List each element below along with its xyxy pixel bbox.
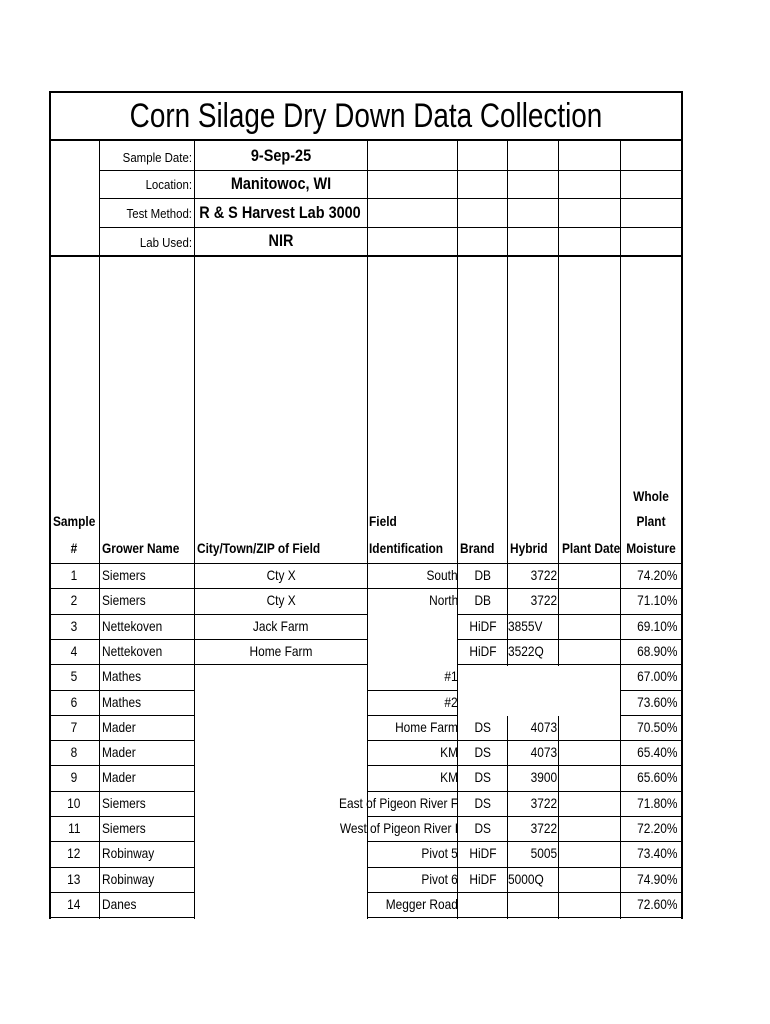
brand-cell: [458, 816, 508, 841]
header-hybrid: Hybrid: [510, 540, 548, 556]
brand-cell: [458, 765, 508, 790]
brand-cell: [458, 867, 508, 892]
hybrid-cell: [508, 715, 557, 740]
whole-plant-moisture: 74.20%: [636, 567, 677, 583]
grower-name: Siemers: [102, 592, 146, 609]
field-identification: KM: [440, 769, 458, 786]
hybrid: 4073: [530, 744, 557, 761]
hybrid-cell: [508, 816, 557, 841]
hybrid: 3900: [530, 769, 557, 786]
brand: DS: [474, 820, 492, 836]
grower-name: Danes: [102, 895, 137, 912]
sample-number-cell: [50, 715, 98, 740]
grower-name-cell: [102, 867, 194, 892]
brand: DB: [474, 592, 492, 609]
header-field-1: Field: [369, 513, 397, 529]
field-identification-cell: [300, 690, 458, 715]
lab-used-label: Lab Used:: [139, 235, 192, 250]
hybrid-cell: [508, 765, 557, 790]
location-value: Manitowoc, WI: [230, 174, 332, 193]
field-identification-cell: [300, 867, 458, 892]
city-town-zip: Jack Farm: [253, 617, 309, 634]
hybrid: 3855V: [508, 617, 543, 634]
header-grower: Grower Name: [102, 540, 180, 556]
sample-number: 10: [67, 794, 81, 811]
grower-name: Mader: [102, 769, 136, 786]
grower-name: Siemers: [102, 820, 146, 836]
whole-plant-moisture: 69.10%: [636, 617, 677, 634]
hybrid: 3722: [530, 820, 557, 836]
hybrid-cell: [508, 892, 557, 917]
city-town-zip: Home Farm: [249, 642, 313, 659]
grower-name-cell: [102, 841, 194, 866]
whole-plant-moisture-cell: [621, 690, 677, 715]
lab-used-value: NIR: [268, 231, 294, 250]
sample-number-cell: [50, 664, 98, 689]
grower-name-cell: [102, 614, 194, 639]
grid-line: [681, 91, 683, 141]
whole-plant-moisture-cell: [621, 715, 677, 740]
brand-cell: [458, 614, 508, 639]
header-brand: Brand: [460, 540, 495, 556]
sample-number: 12: [67, 845, 81, 862]
field-identification-cell: [300, 639, 458, 664]
sample-number: 3: [70, 617, 78, 634]
sample-number: 2: [70, 592, 78, 609]
sample-number: 11: [67, 820, 81, 836]
grower-name-cell: [102, 563, 194, 588]
grower-name: Mader: [102, 718, 136, 735]
field-identification: Home Farm: [395, 718, 458, 735]
header-sample: Sample: [53, 513, 96, 529]
brand: DS: [474, 794, 492, 811]
grid-line: [99, 141, 100, 256]
field-identification-cell: [300, 715, 458, 740]
whole-plant-moisture-cell: [621, 867, 677, 892]
brand-cell: [458, 588, 508, 613]
sample-number-cell: [50, 740, 98, 765]
hybrid-cell: [508, 588, 557, 613]
sample-number-cell: [50, 791, 98, 816]
sample-number-cell: [50, 588, 98, 613]
grower-name: Siemers: [102, 567, 146, 583]
grid-line: [457, 141, 458, 256]
sample-number: 4: [70, 642, 78, 659]
brand-cell: [458, 639, 508, 664]
whole-plant-moisture: 70.50%: [636, 718, 677, 735]
brand: DS: [474, 718, 492, 735]
hybrid: 3522Q: [508, 642, 544, 659]
hybrid: 5000Q: [508, 870, 544, 887]
field-identification-cell: [300, 765, 458, 790]
brand-cell: [458, 664, 508, 689]
field-identification: #1: [444, 668, 458, 685]
grower-name: Mathes: [102, 668, 142, 685]
field-identification-cell: [300, 740, 458, 765]
grower-name: Nettekoven: [102, 617, 163, 634]
whole-plant-moisture-cell: [621, 740, 677, 765]
hybrid-cell: [508, 690, 557, 715]
field-identification: North: [428, 592, 458, 609]
hybrid-cell: [508, 563, 557, 588]
brand: HiDF: [469, 642, 497, 659]
grower-name: Robinway: [102, 845, 155, 862]
header-sample-hash: #: [70, 540, 78, 556]
grower-name-cell: [102, 588, 194, 613]
whole-plant-moisture-cell: [621, 841, 677, 866]
hybrid-cell: [508, 664, 557, 689]
whole-plant-moisture: 67.00%: [636, 668, 677, 685]
brand-cell: [458, 740, 508, 765]
field-identification-cell: [300, 614, 458, 639]
grower-name-cell: [102, 690, 194, 715]
grower-name: Robinway: [102, 870, 155, 887]
city-town-zip: Cty X: [266, 567, 296, 583]
grower-name-cell: [102, 791, 194, 816]
hybrid-cell: [508, 867, 557, 892]
header-city: City/Town/ZIP of Field: [197, 540, 321, 556]
sample-number: 14: [67, 895, 81, 912]
whole-plant-moisture-cell: [621, 791, 677, 816]
sample-number-cell: [50, 892, 98, 917]
whole-plant-moisture: 68.90%: [636, 642, 677, 659]
field-identification-cell: [300, 841, 458, 866]
grid-line: [367, 141, 368, 256]
grower-name-cell: [102, 639, 194, 664]
whole-plant-moisture: 73.60%: [636, 693, 677, 710]
brand: HiDF: [469, 845, 497, 862]
field-identification: Megger Road: [385, 895, 458, 912]
test-method-label: Test Method:: [126, 206, 192, 221]
grower-name-cell: [102, 892, 194, 917]
sample-number-cell: [50, 765, 98, 790]
header-moisture-1: Whole: [633, 488, 669, 504]
grid-line: [49, 139, 51, 256]
header-field-2: Identification: [369, 540, 444, 556]
brand-cell: [458, 690, 508, 715]
field-identification: South: [426, 567, 458, 583]
header-moisture-3: Moisture: [626, 540, 676, 556]
whole-plant-moisture-cell: [621, 664, 677, 689]
brand: DB: [474, 567, 492, 583]
grid-line: [507, 141, 508, 256]
sample-number: 6: [70, 693, 78, 710]
whole-plant-moisture-cell: [621, 892, 677, 917]
sample-number: 13: [67, 870, 81, 887]
field-identification: West of Pigeon River I: [339, 820, 458, 836]
field-identification-cell: [300, 588, 458, 613]
field-identification-cell: [300, 664, 458, 689]
grower-name: Mader: [102, 744, 136, 761]
hybrid-cell: [508, 740, 557, 765]
whole-plant-moisture: 71.80%: [636, 794, 677, 811]
sample-date-label: Sample Date:: [122, 150, 192, 165]
sample-number: 8: [70, 744, 78, 761]
sample-number-cell: [50, 867, 98, 892]
brand: HiDF: [469, 870, 497, 887]
hybrid: 3722: [530, 794, 557, 811]
grower-name-cell: [102, 664, 194, 689]
whole-plant-moisture-cell: [621, 563, 677, 588]
hybrid-cell: [508, 791, 557, 816]
grower-name-cell: [102, 765, 194, 790]
grid-line: [620, 141, 621, 256]
sample-date-value: 9-Sep-25: [250, 146, 312, 165]
whole-plant-moisture-cell: [621, 588, 677, 613]
grower-name: Siemers: [102, 794, 146, 811]
sample-number: 1: [70, 567, 78, 583]
sample-number-cell: [50, 690, 98, 715]
sample-number-cell: [50, 841, 98, 866]
page-title: Corn Silage Dry Down Data Collection: [129, 97, 603, 135]
field-identification-cell: [300, 892, 458, 917]
whole-plant-moisture: 72.60%: [636, 895, 677, 912]
city-town-zip: Cty X: [266, 592, 296, 609]
hybrid: 3722: [530, 567, 557, 583]
grower-name-cell: [102, 740, 194, 765]
whole-plant-moisture-cell: [621, 614, 677, 639]
hybrid: 4073: [530, 718, 557, 735]
whole-plant-moisture-cell: [621, 765, 677, 790]
grid-line: [49, 91, 51, 141]
sample-number: 5: [70, 668, 78, 685]
grid-line: [558, 141, 559, 256]
field-identification: KM: [440, 744, 458, 761]
whole-plant-moisture: 72.20%: [636, 820, 677, 836]
sample-number-cell: [50, 639, 98, 664]
hybrid: 5005: [530, 845, 557, 862]
field-identification-cell: [300, 816, 458, 841]
grid-line: [681, 141, 683, 256]
grower-name-cell: [102, 715, 194, 740]
hybrid: 3722: [530, 592, 557, 609]
field-identification: East of Pigeon River F: [338, 794, 458, 811]
brand-cell: [458, 791, 508, 816]
header-moisture-2: Plant: [636, 513, 666, 529]
whole-plant-moisture: 73.40%: [636, 845, 677, 862]
brand: DS: [474, 769, 492, 786]
field-identification-cell: [300, 791, 458, 816]
whole-plant-moisture: 74.90%: [636, 870, 677, 887]
field-identification: Pivot 6: [421, 870, 458, 887]
sample-number-cell: [50, 614, 98, 639]
sample-number: 7: [70, 718, 78, 735]
hybrid-cell: [508, 639, 557, 664]
grower-name-cell: [102, 816, 194, 841]
brand-cell: [458, 563, 508, 588]
brand-cell: [458, 841, 508, 866]
sample-number: 9: [70, 769, 78, 786]
whole-plant-moisture-cell: [621, 639, 677, 664]
brand-cell: [458, 892, 508, 917]
field-identification: Pivot 5: [421, 845, 458, 862]
field-identification-cell: [300, 563, 458, 588]
brand: DS: [474, 744, 492, 761]
test-method-value: R & S Harvest Lab 3000: [199, 203, 361, 222]
field-identification: #2: [444, 693, 458, 710]
whole-plant-moisture: 71.10%: [636, 592, 677, 609]
whole-plant-moisture: 65.40%: [636, 744, 677, 761]
header-plant-date: Plant Date: [562, 540, 621, 556]
sample-number-cell: [50, 563, 98, 588]
location-label: Location:: [145, 177, 192, 192]
hybrid-cell: [508, 841, 557, 866]
whole-plant-moisture: 65.60%: [636, 769, 677, 786]
grower-name: Nettekoven: [102, 642, 163, 659]
grower-name: Mathes: [102, 693, 142, 710]
sample-number-cell: [50, 816, 98, 841]
whole-plant-moisture-cell: [621, 816, 677, 841]
brand: HiDF: [469, 617, 497, 634]
brand-cell: [458, 715, 508, 740]
hybrid-cell: [508, 614, 557, 639]
